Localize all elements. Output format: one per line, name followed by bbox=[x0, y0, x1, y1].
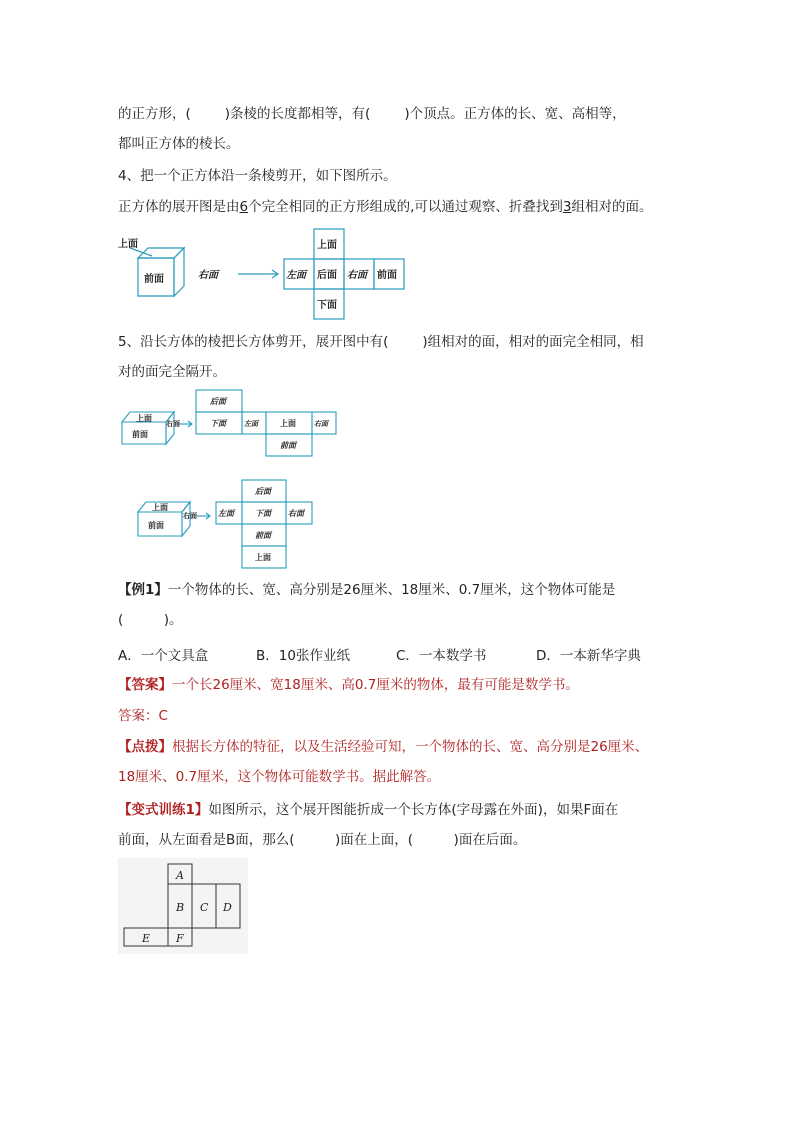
face-f: F bbox=[176, 932, 184, 945]
face-e: E bbox=[142, 932, 151, 945]
face-c: C bbox=[200, 901, 209, 914]
item5-line2: 对的面完全隔开。 bbox=[118, 364, 226, 380]
fig2-front: 前面 bbox=[132, 429, 148, 439]
fig1-net-front: 前面 bbox=[377, 270, 397, 281]
fig2-net-bottom: 下面 bbox=[210, 418, 226, 428]
fig3-front: 前面 bbox=[148, 520, 164, 530]
face-d: D bbox=[223, 901, 232, 914]
fig3-net-top: 上面 bbox=[255, 552, 271, 562]
fig1-net-left: 左面 bbox=[286, 270, 306, 281]
item5-line1: 5、沿长方体的棱把长方体剪开，展开图中有( )组相对的面，相对的面完全相同，相 bbox=[118, 334, 644, 350]
fig3-top: 上面 bbox=[152, 502, 168, 512]
fig3-net-back: 后面 bbox=[255, 486, 271, 496]
lettered-net-figure bbox=[118, 858, 248, 954]
item4-title: 4、把一个正方体沿一条棱剪开，如下图所示。 bbox=[118, 168, 397, 184]
item4-desc: 正方体的展开图是由6个完全相同的正方形组成的,可以通过观察、折叠找到3组相对的面。 bbox=[118, 199, 653, 215]
example1-question: 【例1】一个物体的长、宽、高分别是26厘米、18厘米、0.7厘米，这个物体可能是 bbox=[118, 582, 616, 598]
face-a: A bbox=[176, 869, 184, 882]
fig1-net-right: 右面 bbox=[347, 270, 367, 281]
fig3-net-bottom: 下面 bbox=[255, 508, 271, 518]
text-line-1: 的正方形，( )条棱的长度都相等，有( )个顶点。正方体的长、宽、高相等， bbox=[118, 106, 626, 122]
hint-line-1: 【点拨】根据长方体的特征，以及生活经验可知，一个物体的长、宽、高分别是26厘米、 bbox=[118, 739, 649, 755]
practice1-line1: 【变式训练1】如图所示，这个展开图能折成一个长方体(字母露在外面)，如果F面在 bbox=[118, 802, 619, 818]
answer-line: 【答案】一个长26厘米、宽18厘米、高0.7厘米的物体，最有可能是数学书。 bbox=[118, 677, 579, 693]
fig2-net-back: 后面 bbox=[210, 396, 226, 406]
fig2-net-top: 上面 bbox=[280, 418, 296, 428]
fig1-right: 右面 bbox=[198, 270, 218, 281]
option-d: D．一本新华字典 bbox=[536, 648, 641, 664]
hint-line-2: 18厘米、0.7厘米，这个物体可能数学书。据此解答。 bbox=[118, 769, 441, 785]
option-b: B．10张作业纸 bbox=[256, 648, 350, 664]
fig3-net-front: 前面 bbox=[255, 530, 271, 540]
fig3-net-right: 右面 bbox=[288, 508, 304, 518]
fig1-top-label: 上面 bbox=[118, 239, 138, 250]
box-net-figure-1 bbox=[118, 388, 340, 458]
practice1-line2: 前面，从左面看是B面，那么( )面在上面，( )面在后面。 bbox=[118, 832, 527, 848]
fig3-right: 右面 bbox=[183, 511, 197, 520]
fig2-top: 上面 bbox=[136, 413, 152, 423]
fig2-net-right: 右面 bbox=[314, 419, 328, 428]
option-a: A．一个文具盒 bbox=[118, 648, 209, 664]
cube-net-figure bbox=[118, 226, 418, 322]
box-net-figure-2 bbox=[134, 476, 320, 572]
example1-tag: 【例1】 bbox=[118, 582, 168, 598]
face-b: B bbox=[176, 901, 185, 914]
example1-question-2: ( )。 bbox=[118, 612, 183, 628]
answer-choice: 答案：C bbox=[118, 708, 168, 724]
fig2-net-front: 前面 bbox=[280, 440, 296, 450]
fig1-net-back: 后面 bbox=[317, 270, 337, 281]
fig1-front: 前面 bbox=[144, 274, 164, 285]
fig2-right: 右面 bbox=[166, 419, 180, 428]
fig2-net-left: 左面 bbox=[244, 419, 258, 428]
option-c: C．一本数学书 bbox=[396, 648, 487, 664]
fig1-net-bottom: 下面 bbox=[317, 300, 337, 311]
fig3-net-left: 左面 bbox=[218, 508, 234, 518]
fig1-net-top: 上面 bbox=[317, 240, 337, 251]
text-line-2: 都叫正方体的棱长。 bbox=[118, 136, 240, 152]
